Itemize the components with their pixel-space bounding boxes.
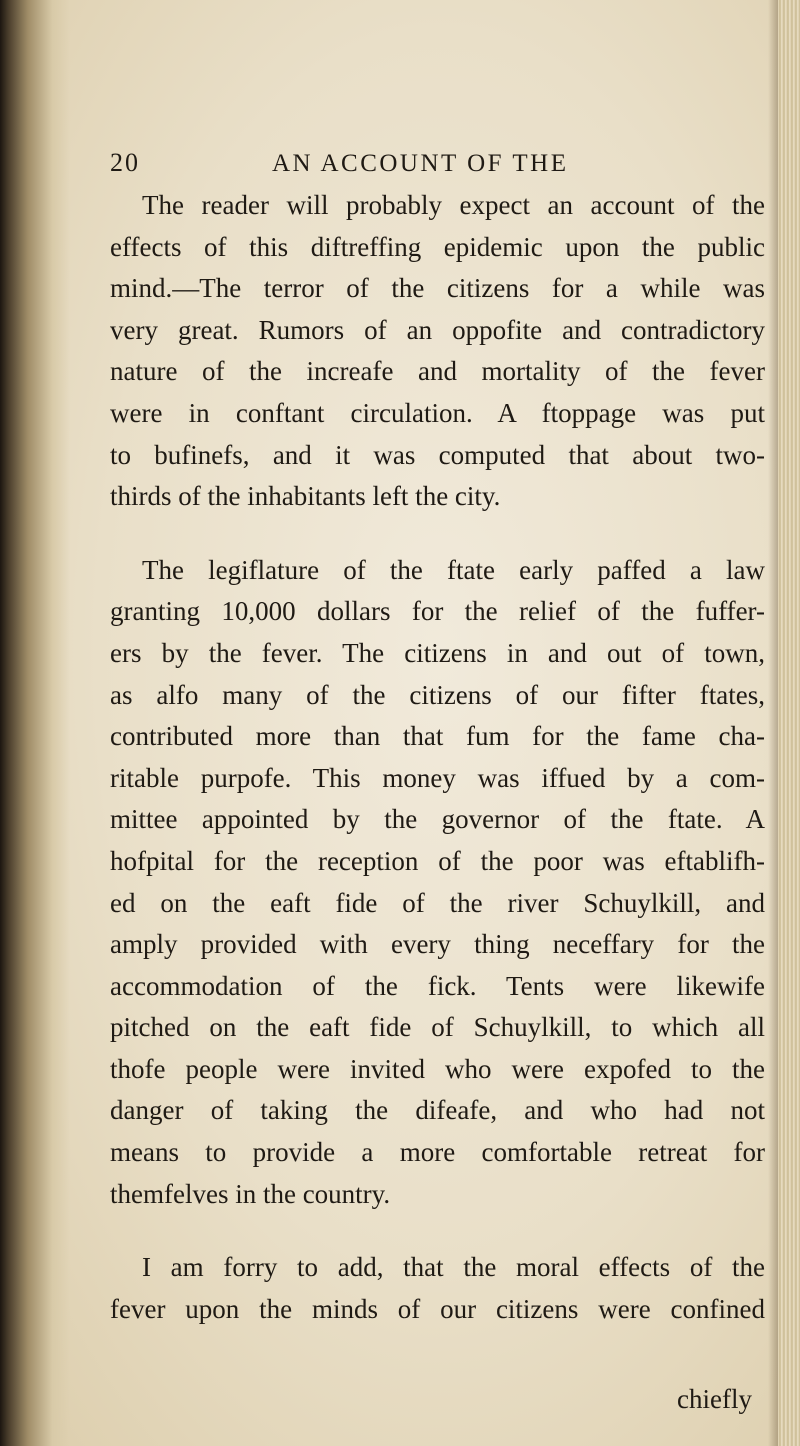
text-line: fever upon the minds of our citizens were confined [110, 1293, 765, 1324]
text-line: thirds of the inhabitants left the city. [110, 481, 501, 512]
page-edges [778, 0, 800, 1446]
catchword: chiefly [677, 1384, 752, 1414]
text-line: thofe people were invited who were expofed to the [110, 1053, 765, 1084]
page-edge-shadow [768, 0, 778, 1446]
page-number: 20 [110, 148, 140, 177]
text-line: themfelves in the country. [110, 1178, 391, 1209]
text-line: The reader will probably expect an account of the [142, 190, 765, 220]
text-line: granting 10,000 dollars for the relief of the fuffer- [110, 596, 765, 627]
text-line: ed on the eaft fide of the river Schuylkill, and [110, 887, 765, 918]
body-text [110, 185, 765, 1330]
text-line: amply provided with every thing neceffary for the [110, 929, 765, 960]
text-line: as alfo many of the citizens of our fifter ftates, [110, 679, 765, 710]
page-header [110, 148, 760, 188]
running-head: AN ACCOUNT OF THE [272, 150, 569, 177]
text-line: very great. Rumors of an oppofite and contradictory [110, 314, 765, 345]
text-line: pitched on the eaft fide of Schuylkill, to which all [110, 1012, 765, 1043]
text-line: to bufinefs, and it was computed that about two- [110, 439, 765, 470]
text-line: effects of this diftreffing epidemic upon the public [110, 231, 765, 262]
paragraph-gap [110, 518, 765, 550]
text-line: hofpital for the reception of the poor was eftablifh- [110, 845, 765, 876]
text-line: means to provide a more comfortable retreat for [110, 1137, 765, 1168]
text-line: were in conftant circulation. A ftoppage was put [110, 397, 765, 428]
paragraph-gap [110, 1215, 765, 1247]
text-line: ritable purpofe. This money was iffued by a com- [110, 762, 765, 793]
text-line: accommodation of the fick. Tents were likewife [110, 970, 765, 1001]
text-line: danger of taking the difeafe, and who had not [110, 1095, 765, 1126]
text-line: ers by the fever. The citizens in and out of town, [110, 637, 765, 668]
text-line: mittee appointed by the governor of the ftate. A [110, 804, 765, 835]
text-line: I am forry to add, that the moral effects of the [142, 1252, 765, 1283]
text-line: mind.—The terror of the citizens for a while was [110, 273, 765, 304]
text-line: contributed more than that fum for the fame cha- [110, 721, 765, 752]
text-line: The legiflature of the ftate early paffed a law [142, 554, 765, 585]
text-line: nature of the increafe and mortality of the fever [110, 356, 765, 387]
binding-gutter [0, 0, 70, 1446]
